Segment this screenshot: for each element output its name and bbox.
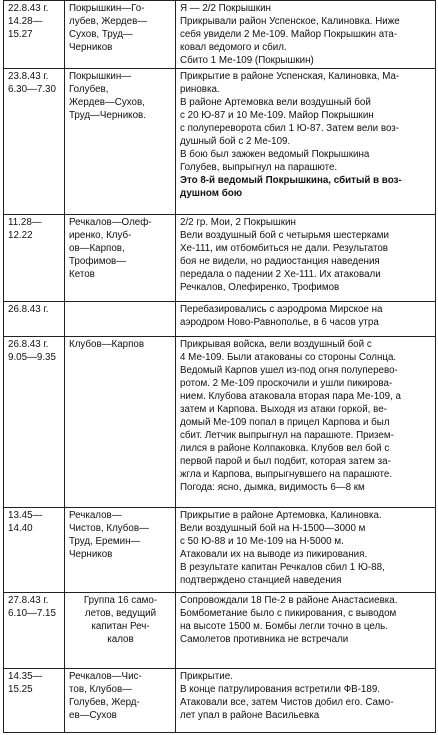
notes-cell — [176, 215, 436, 302]
notes-line: жгла и Карпова, выпрыгнувшего на парашюте. — [180, 469, 393, 480]
notes-line: Самолетов противника не встречали — [180, 634, 349, 645]
notes-line: Бомбометание было с пикирования, с выводом — [180, 608, 397, 619]
notes-line: сбит. Летчик выпрыгнул на парашюте. Призем- — [180, 430, 394, 441]
date-cell — [4, 69, 65, 215]
notes-line: Перебазировались с аэродрома Мирское на — [180, 304, 383, 315]
pilots-cell — [65, 593, 176, 669]
pilots-line: Покрышкин—Го- — [69, 3, 145, 14]
log-row — [4, 1, 436, 69]
pilots-cell — [65, 1, 176, 69]
pilots-line: лубев, Жердев— — [69, 16, 148, 27]
date-line: 22.8.43 г. — [8, 3, 49, 14]
pilots-line: Сухов, Труд— — [69, 29, 133, 40]
date-cell — [4, 337, 65, 508]
pilots-cell — [65, 508, 176, 593]
notes-line: домый Ме-109 попал в прицел Карпова и был — [180, 417, 390, 428]
pilots-line: Речкалов—Чис- — [69, 671, 142, 682]
notes-line: первой парой и был подбит, которая затем за- — [180, 456, 391, 467]
notes-line: В бою был зажжен ведомый Покрышкина — [180, 149, 370, 160]
pilots-line: Черников — [69, 42, 113, 53]
pilots-line: Группа 16 само- — [83, 595, 158, 606]
pilots-line: калов — [107, 634, 134, 645]
notes-line: Вели воздушный бой с четырьмя шестерками — [180, 230, 389, 241]
date-line: 9.05—9.35 — [8, 352, 56, 363]
pilots-line: Клубов—Карпов — [69, 339, 145, 350]
date-line: 14.28— — [8, 16, 43, 27]
date-line: 27.8.43 г. — [8, 595, 49, 606]
notes-line: ротом. 2 Ме-109 проскочили и ушли пикирова- — [180, 378, 393, 389]
notes-line: с 20 Ю-87 и 10 Ме-109. Майор Покрышкин — [180, 110, 374, 121]
notes-line: риновка. — [180, 84, 220, 95]
date-line: 15.27 — [8, 29, 33, 40]
notes-line: себя увидели 2 Ме-109. Майор Покрышкин ата- — [180, 29, 398, 40]
notes-cell — [176, 302, 436, 337]
date-line: 15.25 — [8, 684, 33, 695]
notes-line: лился в районе Колпаковка. Клубов вел бой с — [180, 443, 390, 454]
pilots-cell — [65, 302, 176, 337]
notes-line: затем и Карпова. Выходя из атаки горкой, ве- — [180, 404, 387, 415]
log-row — [4, 69, 436, 215]
notes-line: 2/2 гр. Мои, 2 Покрышкин — [180, 217, 296, 228]
notes-line-emphasis: душном бою — [180, 188, 243, 199]
pilots-line: ев—Сухов — [69, 710, 117, 721]
log-row — [4, 593, 436, 669]
pilots-cell — [65, 669, 176, 733]
notes-line: аэродром Ново-Равнополье, в 6 часов утра — [180, 317, 379, 328]
notes-line: передала о падении 2 Хе-111. Их атаковали — [180, 269, 381, 280]
notes-line: на высоте 1500 м. Бомбы легли точно в цель. — [180, 621, 389, 632]
notes-line: с полупереворота сбил 1 Ю-87. Затем вели воз- — [180, 123, 400, 134]
notes-line: Прикрытие. — [180, 671, 233, 682]
notes-line: В результате капитан Речкалов сбил 1 Ю-88, — [180, 562, 385, 573]
notes-cell — [176, 337, 436, 508]
pilots-line: Жердев—Сухов, — [69, 97, 145, 108]
notes-cell — [176, 508, 436, 593]
pilots-line: летов, ведущий — [84, 608, 157, 619]
notes-line: В районе Артемовка вели воздушный бой — [180, 97, 371, 108]
date-line: 23.8.43 г. — [8, 71, 49, 82]
notes-line: 4 Ме-109. Были атакованы со стороны Солнца. — [180, 352, 397, 363]
date-cell — [4, 215, 65, 302]
log-row — [4, 215, 436, 302]
pilots-line: Кетов — [69, 269, 95, 280]
notes-line: Сбито 1 Ме-109 (Покрышкин) — [180, 55, 314, 66]
pilots-line: Покрышкин— — [69, 71, 132, 82]
pilots-line: капитан Реч- — [91, 621, 150, 632]
pilots-line: тов, Клубов— — [69, 684, 132, 695]
pilots-cell — [65, 69, 176, 215]
log-row — [4, 669, 436, 733]
notes-line: Погода: ясно, дымка, видимость 6—8 км — [180, 482, 365, 493]
pilots-line: Голубев, — [69, 84, 109, 95]
notes-line: Речкалов, Олефиренко, Трофимов — [180, 282, 340, 293]
notes-line: Хе-111, им отбомбиться не дали. Результатов — [180, 243, 388, 254]
notes-line: Я — 2/2 Покрышкин — [180, 3, 271, 14]
date-line: 6.30—7.30 — [8, 84, 56, 95]
notes-line: Прикрывая войска, вели воздушный бой с — [180, 339, 372, 350]
date-cell — [4, 508, 65, 593]
notes-line: Прикрытие в районе Артемовка, Калиновка. — [180, 510, 382, 521]
pilots-line: Черников — [69, 549, 113, 560]
notes-line: Атаковали их на выводе из пикирования. — [180, 549, 368, 560]
pilots-cell — [65, 215, 176, 302]
pilots-cell — [65, 337, 176, 508]
log-row — [4, 508, 436, 593]
notes-cell — [176, 69, 436, 215]
notes-line: Прикрытие в районе Успенская, Калиновка, Ма- — [180, 71, 400, 82]
notes-cell — [176, 593, 436, 669]
date-line: 26.8.43 г. — [8, 304, 49, 315]
notes-line: Вели воздушный бой на Н-1500—3000 м — [180, 523, 366, 534]
notes-line: Атаковали все, затем Чистов добил его. Само- — [180, 697, 394, 708]
date-cell — [4, 1, 65, 69]
pilots-line: Чистов, Клубов— — [69, 523, 149, 534]
notes-cell — [176, 669, 436, 733]
notes-line: боя не видели, но радиостанция наведения — [180, 256, 380, 267]
log-row — [4, 337, 436, 508]
date-line: 14.40 — [8, 523, 33, 534]
notes-line: нием. Клубова атаковала вторая пара Ме-109, а — [180, 391, 401, 402]
notes-line: подтверждено станцией наведения — [180, 575, 342, 586]
log-row — [4, 302, 436, 337]
combat-log-table — [3, 0, 436, 733]
pilots-line: Голубев, Жерд- — [69, 697, 140, 708]
notes-line-emphasis: Это 8-й ведомый Покрышкина, сбитый в воз- — [180, 175, 402, 186]
date-line: 26.8.43 г. — [8, 339, 49, 350]
notes-line: Голубев, выпрыгнул на парашюте. — [180, 162, 338, 173]
notes-line: с 50 Ю-88 и 10 Ме-109 на Н-5000 м. — [180, 536, 344, 547]
pilots-line: Труд—Черников. — [69, 110, 146, 121]
notes-line: лет упал в районе Васильевка — [180, 710, 320, 721]
notes-line: ковал ведомого и сбил. — [180, 42, 287, 53]
date-cell — [4, 593, 65, 669]
pilots-line: Речкалов—Олеф- — [69, 217, 152, 228]
notes-line: Прикрывали район Успенское, Калиновка. Ниже — [180, 16, 400, 27]
date-line: 11.28— — [8, 217, 42, 228]
pilots-line: Речкалов— — [69, 510, 122, 521]
date-line: 13.45— — [8, 510, 43, 521]
notes-line: Сопровождали 18 Пе-2 в районе Анастасиевка. — [180, 595, 398, 606]
date-line: 14.35— — [8, 671, 43, 682]
date-line: 6.10—7.15 — [8, 608, 56, 619]
pilots-line: Трофимов— — [69, 256, 127, 267]
notes-cell — [176, 1, 436, 69]
date-cell — [4, 669, 65, 733]
date-line: 12.22 — [8, 230, 33, 241]
notes-line: душный бой с 2 Ме-109. — [180, 136, 291, 147]
notes-line: Ведомый Карпов ушел из-под огня полуперево- — [180, 365, 398, 376]
pilots-line: ов—Карпов, — [69, 243, 125, 254]
date-cell — [4, 302, 65, 337]
notes-line: В конце патрулирования встретили ФВ-189. — [180, 684, 381, 695]
pilots-line: Труд, Еремин— — [69, 536, 141, 547]
pilots-line: иренко, Клуб- — [69, 230, 132, 241]
